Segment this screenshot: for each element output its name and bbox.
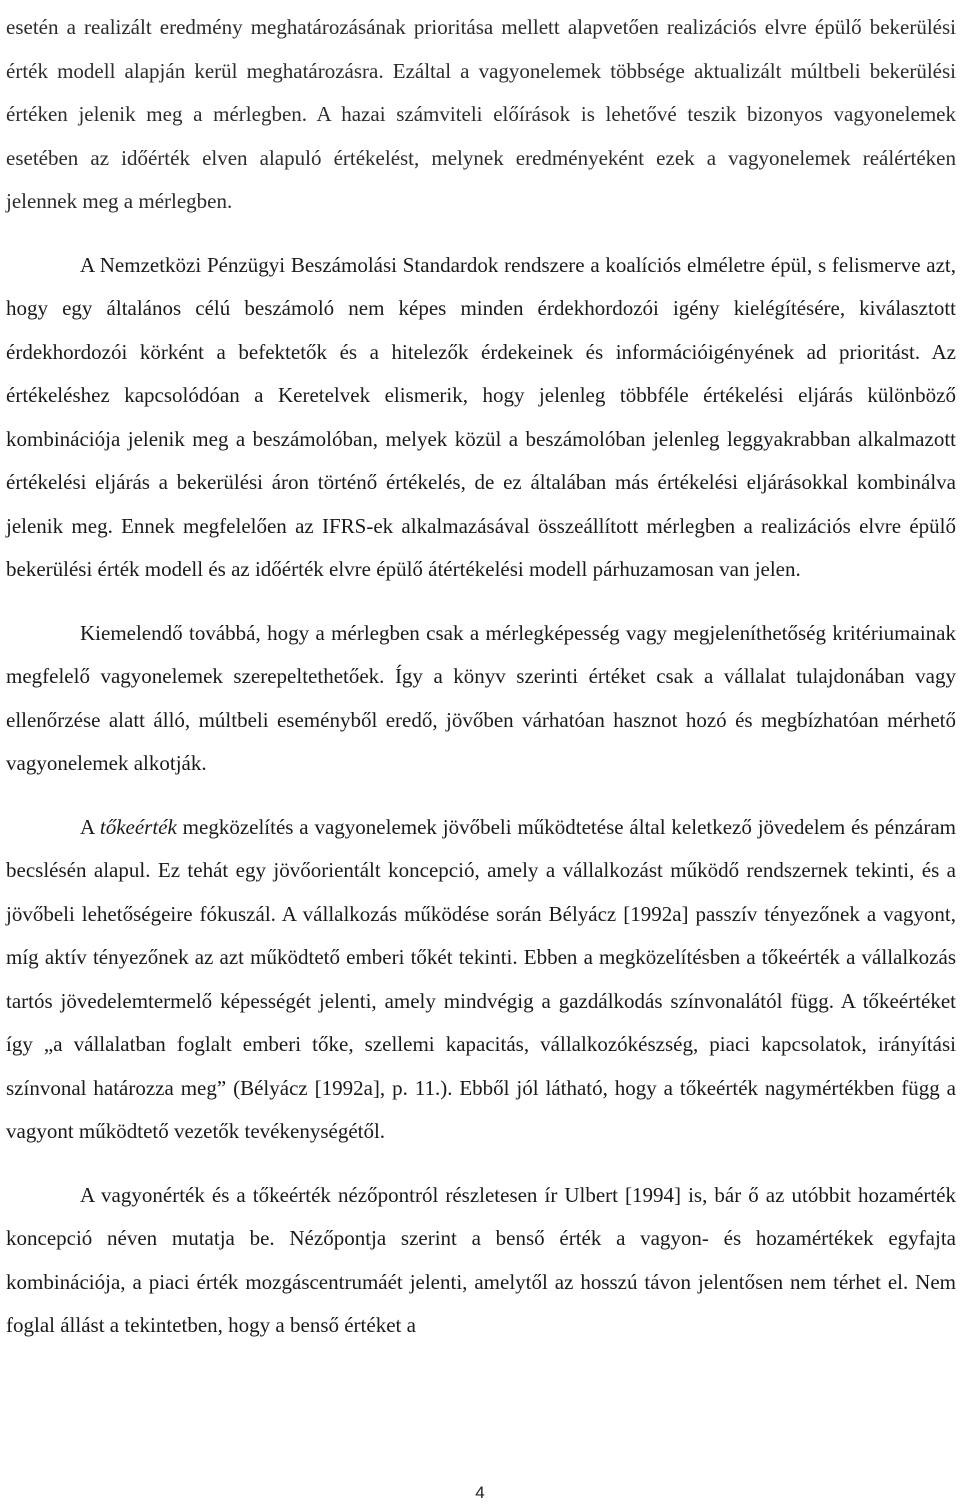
page-number: 4 [475,1483,485,1502]
document-page [6,6,956,1348]
paragraph-lead: A [80,814,100,839]
paragraph-body: megközelítés a vagyonelemek jövőbeli működtetése által keletkező jövedelem és pénzáram becslésén alapul. Ez tehát egy jövőorientált koncepció, amely a vállalkozást működő rendszernek tekinti, és a jövőbeli lehetőségeire fókuszál. A vállalkozás működése során Bélyácz [1992a] passzív tényezőnek a vagyont, míg aktív tényezőnek az azt működtető emberi tőkét tekinti. Ebben a megközelítésben a tőkeérték a vállalkozás tartós jövedelemtermelő képességét jelenti, amely mindvégig a gazdálkodás színvonalától függ. A tőkeértéket így „a vállalatban foglalt emberi tőke, szellemi kapacitás, vállalkozókészség, piaci kapcsolatok, irányítási színvonal határozza meg” (Bélyácz [1992a], p. 11.). Ebből jól látható, hogy a tőkeérték nagymértékben függ a vagyont működtető vezetők tevékenységétől. [6,814,956,1143]
paragraph-capital-value [6,806,956,1154]
paragraph-gap [6,224,956,244]
emphasized-term: tőkeérték [99,814,177,839]
paragraph-balance-sheet: Kiemelendő továbbá, hogy a mérlegben csak a mérlegképesség vagy megjeleníthetőség kritériumainak megfelelő vagyonelemek szerepeltethetőek. Így a könyv szerinti értéket csak a vállalat tulajdonában vagy ellenőrzése alatt álló, múltbeli eseményből eredő, jövőben várhatóan hasznot hozó és megbízhatóan mérhető vagyonelemek alkotják. [6,620,956,775]
paragraph-ulbert: A vagyonérték és a tőkeérték nézőpontról részletesen ír Ulbert [1994] is, bár ő az utóbbit hozamérték koncepció néven mutatja be. Nézőpontja szerint a benső érték a vagyon- és hozamértékek egyfajta kombinációja, a piaci érték mozgáscentrumáét jelenti, amelytől az hosszú távon jelentősen nem térhet el. Nem foglal állást a tekintetben, hogy a benső értéket a [6,1182,956,1337]
paragraph-gap [6,592,956,612]
paragraph-gap [6,1154,956,1174]
paragraph-ifrs: A Nemzetközi Pénzügyi Beszámolási Standardok rendszere a koalíciós elméletre épül, s felismerve azt, hogy egy általános célú beszámoló nem képes minden érdekhordozói igény kielégítésére, kiválasztott érdekhordozói körként a befektetők és a hitelezők érdekeinek és információigényének ad prioritást. Az értékeléshez kapcsolódóan a Keretelvek elismerik, hogy jelenleg többféle értékelési eljárás különböző kombinációja jelenik meg a beszámolóban, melyek közül a beszámolóban jelenleg leggyakrabban alkalmazott értékelési eljárás a bekerülési áron történő értékelés, de ez általában más értékelési eljárásokkal kombinálva jelenik meg. Ennek megfelelően az IFRS-ek alkalmazásával összeállított mérlegben a realizációs elvre épülő bekerülési érték modell és az időérték elvre épülő átértékelési modell párhuzamosan van jelen. [6,252,956,581]
paragraph-gap [6,786,956,806]
paragraph-continuation: esetén a realizált eredmény meghatározásának prioritása mellett alapvetően realizációs elvre épülő bekerülési érték modell alapján kerül meghatározásra. Ezáltal a vagyonelemek többsége aktualizált múltbeli bekerülési értéken jelenik meg a mérlegben. A hazai számviteli előírások is lehetővé teszik bizonyos vagyonelemek esetében az időérték elven alapuló értékelést, melynek eredményeként ezek a vagyonelemek reálértéken jelennek meg a mérlegben. [6,15,956,213]
